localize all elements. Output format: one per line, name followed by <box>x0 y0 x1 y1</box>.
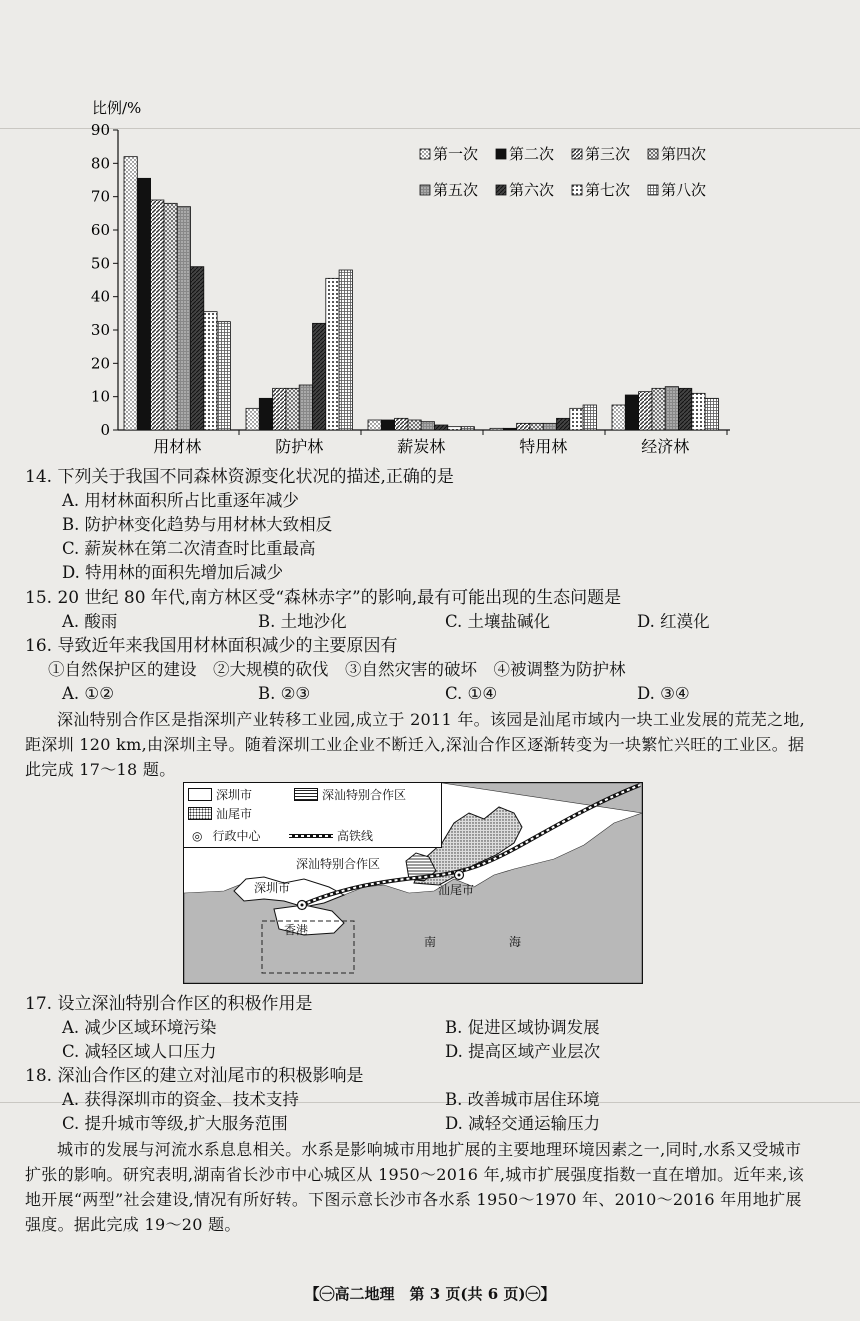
q17-option-c: C. 减轻区域人口压力 <box>62 1042 217 1061</box>
q18-option-c: C. 提升城市等级,扩大服务范围 <box>62 1114 288 1133</box>
legend-label: 第五次 <box>433 181 479 199</box>
legend-label: 第二次 <box>509 145 555 163</box>
y-tick-label: 80 <box>90 154 110 173</box>
bar <box>543 423 556 430</box>
y-tick-label: 50 <box>90 254 110 273</box>
bar <box>448 427 461 430</box>
bar <box>490 428 503 430</box>
legend-shenzhen: 深圳市 <box>216 788 253 802</box>
bar <box>408 420 421 430</box>
bar <box>517 423 530 430</box>
bar <box>705 398 718 430</box>
q14-option-c: C. 薪炭林在第二次清查时比重最高 <box>62 539 316 558</box>
bar <box>177 207 190 430</box>
forest-bar-chart <box>40 85 740 460</box>
map-legend <box>184 783 442 848</box>
bar <box>368 420 381 430</box>
shenzhen-swatch <box>188 788 212 801</box>
bar <box>435 425 448 430</box>
q16-items: ①自然保护区的建设 ②大规模的砍伐 ③自然灾害的破坏 ④被调整为防护林 <box>48 660 626 679</box>
legend-swatch <box>420 149 430 159</box>
x-tick-label: 防护林 <box>275 437 324 456</box>
legend-swatch <box>648 185 658 195</box>
railway-legend-icon <box>289 832 333 840</box>
q14-option-b: B. 防护林变化趋势与用材林大致相反 <box>62 515 333 534</box>
passage-changsha: 城市的发展与河流水系息息相关。水系是影响城市用地扩展的主要地理环境因素之一,同时,水系又受城市扩张的影响。研究表明,湖南省长沙市中心城区从 1950～2016 年,城市扩展强度指数一直在增加。近年来,该地开展“两型”社会建设,情况有所好转。下图示意长沙市各水系 1950～1970 年、2010～2016 年用地扩展强度。据此完成 19～20 题。 <box>25 1140 805 1234</box>
bar <box>151 200 164 430</box>
q17-option-b: B. 促进区域协调发展 <box>445 1018 600 1037</box>
bar <box>313 323 326 430</box>
q15-option-d: D. 红漠化 <box>637 612 710 631</box>
bar <box>381 420 394 430</box>
bar <box>421 422 434 430</box>
q18-option-d: D. 减轻交通运输压力 <box>445 1114 601 1133</box>
bar <box>137 178 150 430</box>
bar <box>570 408 583 430</box>
y-tick-label: 10 <box>90 387 110 406</box>
bar <box>191 267 204 430</box>
q18-stem: 18. 深汕合作区的建立对汕尾市的积极影响是 <box>25 1066 364 1086</box>
bar <box>692 393 705 430</box>
label-hai: 海 <box>509 935 522 949</box>
q14-option-d: D. 特用林的面积先增加后减少 <box>62 563 284 582</box>
q15-stem: 15. 20 世纪 80 年代,南方林区受“森林赤字”的影响,最有可能出现的生态问题是 <box>25 588 622 608</box>
bar <box>625 395 638 430</box>
x-tick-label: 经济林 <box>641 437 690 456</box>
bar <box>503 428 516 430</box>
legend-label: 第七次 <box>585 181 631 199</box>
bar <box>612 405 625 430</box>
q16-option-d: D. ③④ <box>637 684 690 703</box>
q17-option-d: D. 提高区域产业层次 <box>445 1042 601 1061</box>
bar <box>557 418 570 430</box>
legend-label: 第四次 <box>661 145 707 163</box>
legend-label: 第一次 <box>433 145 479 163</box>
q16-option-b: B. ②③ <box>258 684 311 703</box>
q18-option-b: B. 改善城市居住环境 <box>445 1090 600 1109</box>
label-shanwei: 汕尾市 <box>438 883 475 897</box>
q15-option-b: B. 土地沙化 <box>258 612 347 631</box>
shanwei-swatch <box>188 807 212 820</box>
zone-swatch <box>294 788 318 801</box>
q14-stem: 14. 下列关于我国不同森林资源变化状况的描述,正确的是 <box>25 467 454 487</box>
legend-shanwei: 汕尾市 <box>216 807 253 821</box>
legend-label: 第六次 <box>509 181 555 199</box>
label-nan: 南 <box>424 935 437 949</box>
x-tick-label: 用材林 <box>153 437 202 456</box>
bar <box>461 427 474 430</box>
passage-shenshan: 深汕特别合作区是指深圳产业转移工业园,成立于 2011 年。该园是汕尾市域内一块工业发展的荒芜之地,距深圳 120 km,由深圳主导。随着深圳工业企业不断迁入,深汕合作区逐渐转变为一块繁忙兴旺的工业区。据此完成 17～18 题。 <box>25 710 806 779</box>
bar <box>339 270 352 430</box>
bar <box>679 388 692 430</box>
legend-label: 第三次 <box>585 145 631 163</box>
y-tick-label: 20 <box>90 354 110 373</box>
bar <box>204 312 217 430</box>
legend-swatch <box>572 149 582 159</box>
bar <box>652 388 665 430</box>
admin-center-icon: ◎ <box>192 828 203 843</box>
bar <box>124 157 137 430</box>
legend-swatch <box>496 185 506 195</box>
legend-swatch <box>420 185 430 195</box>
y-tick-label: 30 <box>90 321 110 339</box>
bar <box>259 398 272 430</box>
y-tick-label: 0 <box>100 421 110 439</box>
y-tick-label: 90 <box>90 121 110 139</box>
bar <box>246 408 259 430</box>
label-shenzhen: 深圳市 <box>254 881 291 895</box>
q14-option-a: A. 用材林面积所占比重逐年减少 <box>62 491 299 510</box>
x-tick-label: 薪炭林 <box>397 437 446 456</box>
bar <box>273 388 286 430</box>
q17-option-a: A. 减少区域环境污染 <box>62 1018 217 1037</box>
q16-option-a: A. ①② <box>62 684 114 703</box>
bar <box>583 405 596 430</box>
legend-swatch <box>496 149 506 159</box>
y-axis-label: 比例/% <box>92 99 142 117</box>
legend-admin-center: 行政中心 <box>212 829 261 843</box>
label-zone: 深汕特别合作区 <box>296 857 381 871</box>
legend-swatch <box>648 149 658 159</box>
legend-label: 第八次 <box>661 181 707 199</box>
legend-zone: 深汕特别合作区 <box>322 788 407 802</box>
page-footer: 【㊀高二地理 第 3 页(共 6 页)㊀】 <box>304 1285 556 1303</box>
y-tick-label: 60 <box>90 221 110 239</box>
bar <box>299 385 312 430</box>
label-hongkong: 香港 <box>284 923 309 937</box>
x-tick-label: 特用林 <box>519 437 568 456</box>
bar <box>530 423 543 430</box>
y-tick-label: 40 <box>90 287 110 306</box>
bar <box>164 203 177 430</box>
bar <box>217 322 230 430</box>
bar <box>286 388 299 430</box>
y-tick-label: 70 <box>90 187 110 206</box>
q15-option-c: C. 土壤盐碱化 <box>445 612 551 631</box>
q15-option-a: A. 酸雨 <box>62 612 118 631</box>
q16-option-c: C. ①④ <box>445 684 498 703</box>
bar <box>395 418 408 430</box>
bar <box>326 278 339 430</box>
q18-option-a: A. 获得深圳市的资金、技术支持 <box>62 1090 299 1109</box>
bar <box>665 387 678 430</box>
shenshan-map <box>183 782 643 984</box>
q17-stem: 17. 设立深汕特别合作区的积极作用是 <box>25 994 313 1014</box>
legend-railway: 高铁线 <box>337 829 374 843</box>
bar <box>639 392 652 430</box>
legend-swatch <box>572 185 582 195</box>
q16-stem: 16. 导致近年来我国用材林面积减少的主要原因有 <box>25 636 398 656</box>
